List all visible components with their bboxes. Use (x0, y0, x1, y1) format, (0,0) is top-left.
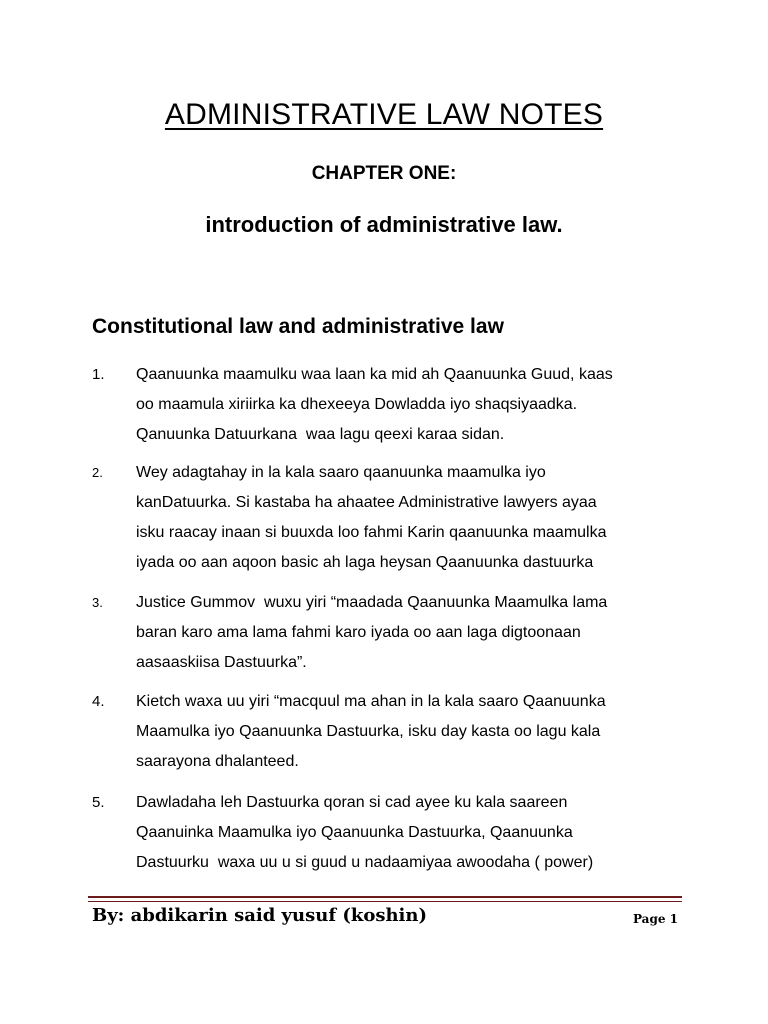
chapter-subtitle: introduction of administrative law. (205, 212, 563, 237)
list-item-line: kanDatuurka. Si kastaba ha ahaatee Administrative lawyers ayaa (136, 494, 597, 511)
list-item-line: Maamulka iyo Qaanuunka Dastuurka, isku day kasta oo lagu kala (136, 723, 601, 740)
list-item-line: saarayona dhalanteed. (136, 753, 299, 770)
list-item-line: Qaanuunka maamulku waa laan ka mid ah Qaanuunka Guud, kaas (136, 366, 613, 383)
footer-page-number: Page 1 (632, 912, 678, 926)
list-item-number: 1. (92, 366, 105, 383)
list-item-line: iyada oo aan aqoon basic ah laga heysan Qaanuunka dastuurka (136, 554, 594, 571)
list-item-line: isku raacay inaan si buuxda loo fahmi Karin qaanuunka maamulka (136, 524, 607, 541)
list-item-line: aasaaskiisa Dastuurka”. (136, 654, 307, 671)
footer-author: By: abdikarin said yusuf (koshin) (92, 905, 427, 926)
list-item-line: Justice Gummov wuxu yiri “maadada Qaanuunka Maamulka lama (136, 594, 608, 611)
chapter-heading: CHAPTER ONE: (311, 163, 457, 184)
section-heading: Constitutional law and administrative law (92, 315, 504, 338)
list-item-line: Qaanuinka Maamulka iyo Qaanuunka Dastuurka, Qaanuunka (136, 824, 573, 841)
footer-divider (88, 896, 682, 898)
footer-divider-thin (88, 901, 682, 902)
list-item-number: 5. (92, 794, 105, 811)
list-item-number: 2. (92, 465, 103, 480)
list-item-line: Dastuurku waxa uu u si guud u nadaamiyaa awoodaha ( power) (136, 854, 594, 871)
list-item-line: Wey adagtahay in la kala saaro qaanuunka maamulka iyo (136, 464, 546, 481)
list-item-number: 4. (92, 693, 105, 710)
list-item-line: Dawladaha leh Dastuurka qoran si cad ayee ku kala saareen (136, 794, 568, 811)
list-item-line: oo maamula xiriirka ka dhexeeya Dowladda iyo shaqsiyaadka. (136, 396, 578, 413)
list-item-number: 3. (92, 595, 103, 610)
list-item-line: Qanuunka Datuurkana waa lagu qeexi karaa sidan. (136, 426, 505, 443)
list-item-line: Kietch waxa uu yiri “macquul ma ahan in la kala saaro Qaanuunka (136, 693, 606, 710)
list-item-line: baran karo ama lama fahmi karo iyada oo aan laga digtoonaan (136, 624, 581, 641)
document-title: ADMINISTRATIVE LAW NOTES (164, 98, 604, 131)
